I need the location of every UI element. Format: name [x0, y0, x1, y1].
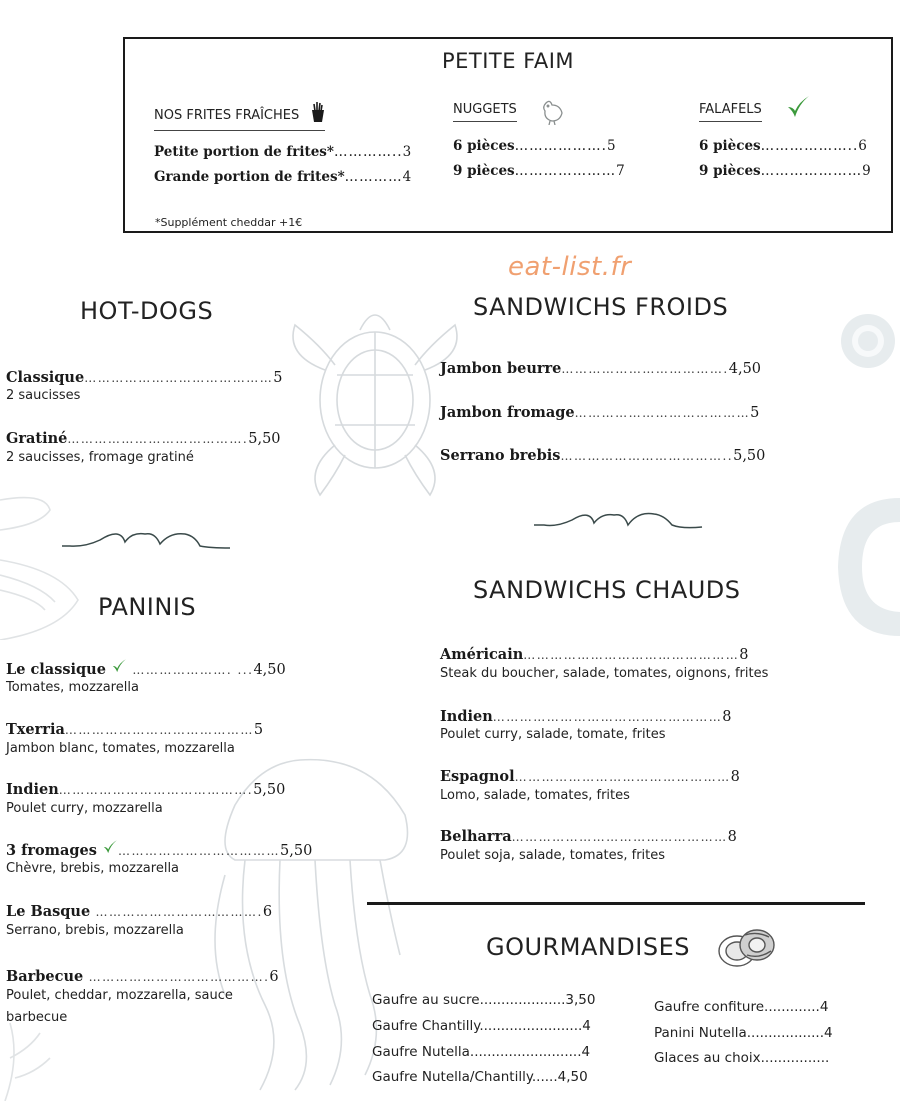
item-description: Chèvre, brebis, mozzarella [6, 861, 180, 876]
bubble-icon [830, 492, 900, 642]
falafels-line: 6 pièces………………..6 [699, 138, 867, 154]
menu-item: Espagnol…………………………………………8 [440, 768, 740, 785]
gourmandises-title: GOURMANDISES [486, 933, 690, 961]
item-description: Steak du boucher, salade, tomates, oignons, frites [440, 666, 769, 681]
menu-item: Indien……………………………………………8 [440, 708, 732, 725]
falafels-heading: FALAFELS [699, 102, 762, 122]
chicken-icon [540, 97, 566, 129]
wave-icon [60, 522, 235, 557]
item-description: 2 saucisses, fromage gratiné [6, 450, 194, 465]
item-description: Jambon blanc, tomates, mozzarella [6, 741, 235, 756]
leaf-icon [102, 839, 118, 859]
gourmandise-item: Gaufre Nutella..........................4 [372, 1044, 591, 1060]
nuggets-line: 6 pièces……………….5 [453, 138, 616, 154]
falafels-line: 9 pièces…………………9 [699, 163, 871, 179]
menu-item: 3 fromages ………………………………5,50 [6, 839, 312, 859]
item-description: Poulet curry, salade, tomate, frites [440, 727, 666, 742]
turtle-icon [280, 295, 470, 505]
menu-item: Indien…………………………………….5,50 [6, 781, 286, 798]
watermark: eat-list.fr [508, 252, 632, 282]
menu-item: Le Basque ……………………………….6 [6, 903, 273, 920]
menu-item: Barbecue ………………………………….6 [6, 968, 279, 985]
gourmandise-item: Gaufre confiture.............4 [654, 999, 829, 1015]
frites-line: Petite portion de frites*…………..3 [154, 144, 412, 160]
item-description: 2 saucisses [6, 388, 81, 403]
gourmandise-item: Gaufre Nutella/Chantilly......4,50 [372, 1069, 588, 1085]
shell-decoration [0, 490, 90, 640]
menu-item: Serrano brebis………………………………..5,50 [440, 447, 766, 464]
leaf-icon [785, 94, 811, 124]
menu-item: Américain…………………………………………8 [440, 646, 749, 663]
frites-line: Grande portion de frites*…………4 [154, 169, 412, 185]
leaf-icon [111, 658, 127, 678]
petite-faim-title: PETITE FAIM [441, 49, 575, 73]
nuggets-line: 9 pièces…………………7 [453, 163, 625, 179]
item-description: Poulet curry, mozzarella [6, 801, 163, 816]
item-description: barbecue [6, 1010, 68, 1025]
menu-item: Jambon fromage…………………………………5 [440, 404, 760, 421]
sandwichs-froids-title: SANDWICHS FROIDS [473, 293, 729, 321]
gourmandise-item: Gaufre Chantilly........................4 [372, 1018, 591, 1034]
item-description: Tomates, mozzarella [6, 680, 139, 695]
hotdogs-title: HOT-DOGS [80, 297, 214, 325]
menu-item: Gratiné………………………………….5,50 [6, 430, 281, 447]
item-description: Poulet, cheddar, mozzarella, sauce [6, 988, 233, 1003]
item-description: Poulet soja, salade, tomates, frites [440, 848, 666, 863]
menu-item: Belharra…………………………………………8 [440, 828, 737, 845]
seaweed-decoration [0, 1018, 60, 1101]
frites-heading: NOS FRITES FRAÎCHES [154, 102, 325, 131]
section-divider [367, 902, 865, 905]
item-description: Serrano, brebis, mozzarella [6, 923, 184, 938]
menu-item: Jambon beurre……………………………….4,50 [440, 360, 762, 377]
bubble-icon [838, 310, 900, 372]
gourmandise-item: Panini Nutella..................4 [654, 1025, 833, 1041]
wave-icon [532, 505, 707, 540]
cheddar-footnote: *Supplément cheddar +1€ [155, 216, 303, 229]
fries-icon [311, 102, 325, 126]
item-description: Lomo, salade, tomates, frites [440, 788, 630, 803]
sandwichs-chauds-title: SANDWICHS CHAUDS [473, 576, 741, 604]
menu-item: Txerria……………………………………5 [6, 721, 264, 738]
petite-faim-box [123, 37, 893, 233]
coconut-icon [715, 925, 777, 977]
nuggets-heading: NUGGETS [453, 102, 517, 122]
paninis-title: PANINIS [98, 593, 197, 621]
gourmandise-item: Gaufre au sucre....................3,50 [372, 992, 596, 1008]
gourmandise-item: Glaces au choix................ [654, 1050, 830, 1066]
menu-item: Le classique …………………. ...4,50 [6, 658, 286, 678]
menu-item: Classique……………………………………5 [6, 369, 283, 386]
